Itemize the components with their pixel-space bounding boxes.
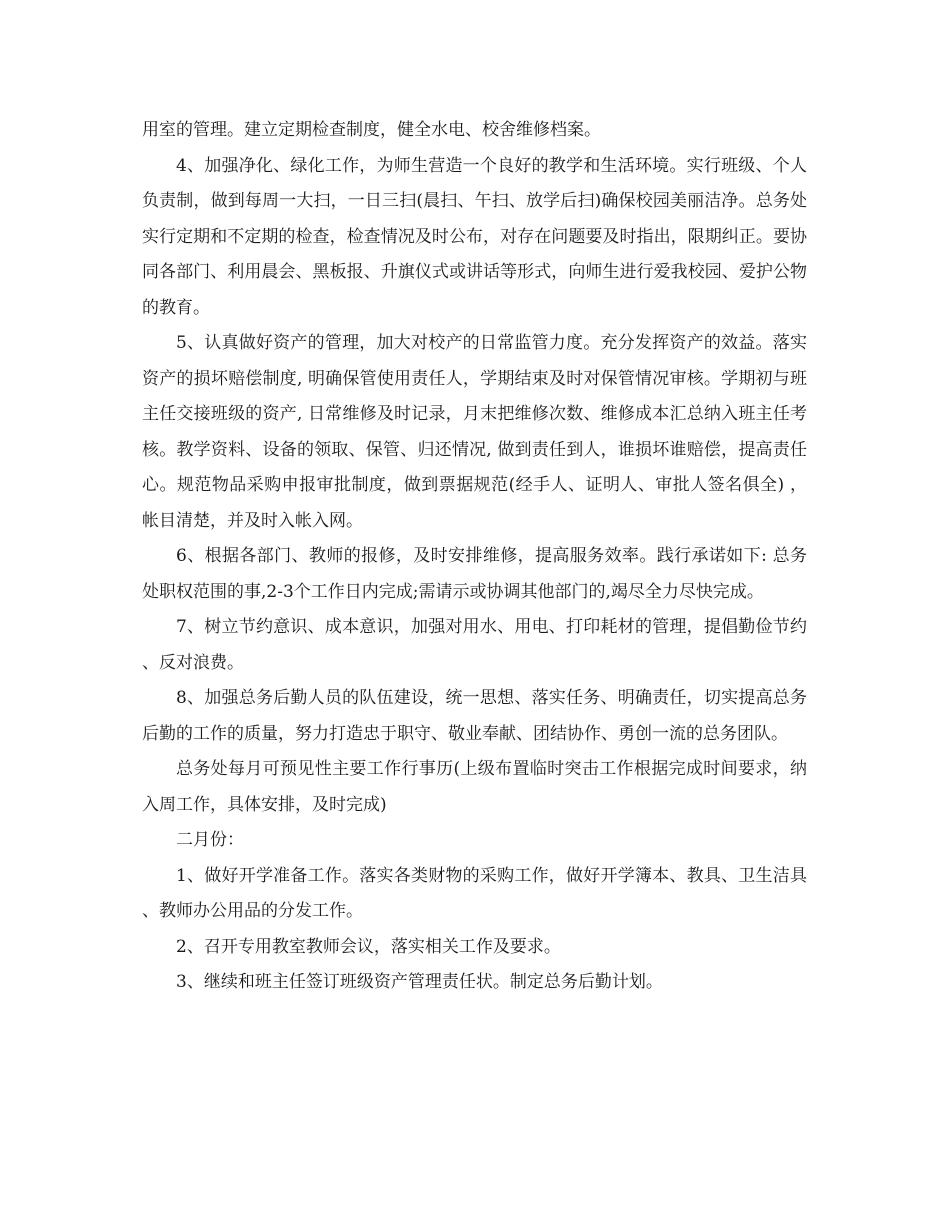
- paragraph-7: 总务处每月可预见性主要工作行事历(上级布置临时突击工作根据完成时间要求，纳入周工作，具体安排，及时完成): [142, 759, 807, 815]
- paragraph-1: 用室的管理。建立定期检查制度，健全水电、校舍维修档案。: [142, 120, 601, 140]
- paragraph-6: 8、加强总务后勤人员的队伍建设，统一思想、落实任务、明确责任，切实提高总务后勤的工作的质量，努力打造忠于职守、敬业奉献、团结协作、勇创一流的总务团队。: [142, 688, 807, 744]
- paragraph-9: 1、做好开学准备工作。落实各类财物的采购工作，做好开学簿本、教具、卫生洁具、教师办公用品的分发工作。: [142, 865, 807, 921]
- paragraph-5: 7、树立节约意识、成本意识，加强对用水、用电、打印耗材的管理，提倡勤俭节约、反对浪费。: [142, 617, 807, 673]
- paragraph-11: 3、继续和班主任签订班级资产管理责任状。制定总务后勤计划。: [176, 972, 663, 992]
- document-body: [142, 113, 807, 1001]
- paragraph-8: 二月份：: [176, 830, 244, 850]
- paragraph-2: 4、加强净化、绿化工作，为师生营造一个良好的教学和生活环境。实行班级、个人负责制，做到每周一大扫，一日三扫(晨扫、午扫、放学后扫)确保校园美丽洁净。总务处实行定期和不定期的检查，检查情况及时公布，对存在问题要及时指出，限期纠正。要协同各部门、利用晨会、黑板报、升旗仪式或讲话等形式，向师生进行爱我校园、爱护公物的教育。: [142, 155, 807, 318]
- paragraph-4: 6、根据各部门、教师的报修，及时安排维修，提高服务效率。践行承诺如下: 总务处职权范围的事,2-3个工作日内完成;需请示或协调其他部门的,竭尽全力尽快完成。: [142, 546, 807, 602]
- paragraph-3: 5、认真做好资产的管理，加大对校产的日常监管力度。充分发挥资产的效益。落实资产的损坏赔偿制度, 明确保管使用责任人，学期结束及时对保管情况审核。学期初与班主任交接班级的资产, 日常维修及时记录，月末把维修次数、维修成本汇总纳入班主任考核。教学资料、设备的领取、保管、归还情况, 做到责任到人，谁损坏谁赔偿，提高责任心。规范物品采购申报审批制度，做到票据规范(经手人、证明人、审批人签名俱全) ， 帐目清楚，并及时入帐入网。: [142, 333, 807, 531]
- paragraph-10: 2、召开专用教室教师会议，落实相关工作及要求。: [176, 936, 561, 957]
